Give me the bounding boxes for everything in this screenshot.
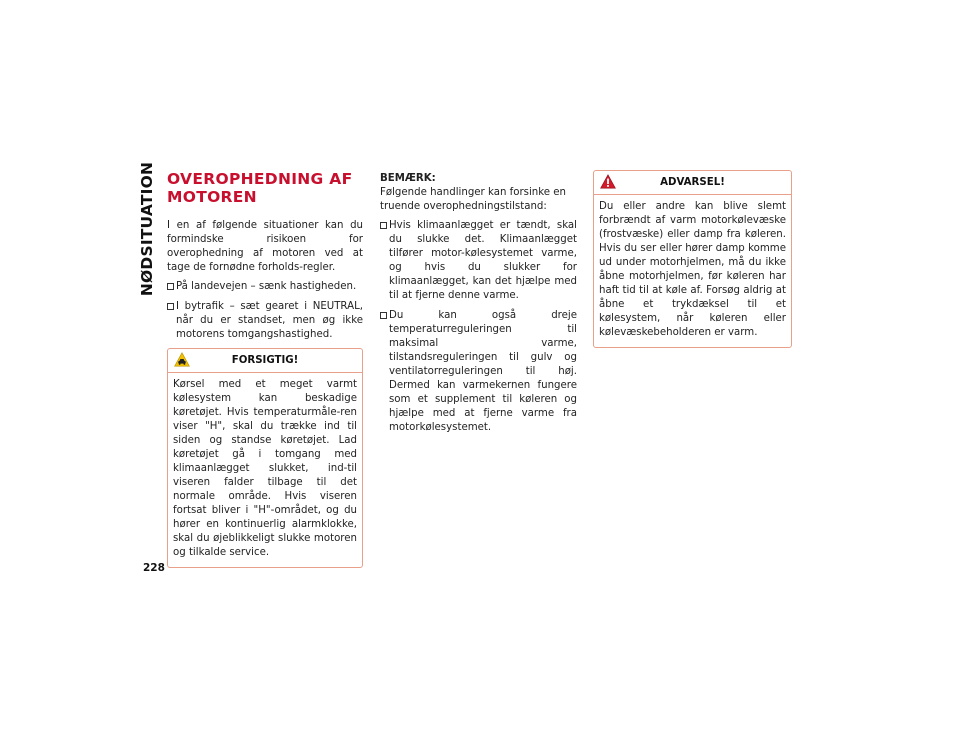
list-item bbox=[380, 309, 577, 435]
list-item bbox=[380, 219, 577, 303]
bullet-box-icon bbox=[167, 283, 174, 290]
list-item-text: I bytrafik – sæt gearet i NEUTRAL, når du er standset, men øg ikke motorens tomgangshastighed. bbox=[176, 301, 363, 340]
warning-title: ADVARSEL! bbox=[660, 177, 725, 188]
warning-header bbox=[594, 171, 791, 195]
warning-triangle-icon bbox=[600, 174, 616, 189]
caution-body: Kørsel med et meget varmt kølesystem kan beskadige køretøjet. Hvis temperaturmåle-ren viser "H", skal du trække ind til siden og standse køretøjet. Lad køretøjet gå i tomgang med klimaanlægget slukket, ind-til viseren falder tilbage til det normale område. Hvis viseren fortsat bliver i "H"-området, og du hører en kontinuerlig alarmklokke, skal du øjeblikkeligt slukke motoren og tilkalde service. bbox=[173, 379, 357, 558]
warning-box bbox=[593, 170, 792, 348]
list-item bbox=[167, 280, 363, 294]
note-intro: Følgende handlinger kan forsinke en truende overophedningstilstand: bbox=[380, 187, 567, 212]
page-heading: OVEROPHEDNING AF MOTOREN bbox=[167, 170, 353, 206]
bullet-box-icon bbox=[167, 303, 174, 310]
list-item-text: På landevejen – sænk hastigheden. bbox=[176, 281, 357, 292]
caution-header bbox=[168, 349, 362, 373]
right-bullet-list bbox=[380, 219, 577, 435]
caution-title: FORSIGTIG! bbox=[231, 355, 299, 366]
intro-paragraph: I en af følgende situationer kan du formindske risikoen for overophedning af motoren ved at tage de fornødne forholds-regler. bbox=[167, 220, 363, 273]
left-column bbox=[167, 170, 363, 568]
list-item bbox=[167, 300, 363, 342]
left-bullet-list bbox=[167, 280, 363, 342]
list-item-text: Du kan også dreje temperaturreguleringen til maksimal varme, tilstandsreguleringen til gulv og ventilatorreguleringen til høj. Dermed kan varmekernen fungere som et supplement til køleren og hjælpe med at fjerne varme fra motorkølesystemet. bbox=[389, 310, 577, 433]
note-label: BEMÆRK: bbox=[380, 173, 436, 184]
caution-box bbox=[167, 348, 363, 568]
section-title-text: NØDSITUATION bbox=[138, 161, 156, 297]
middle-column bbox=[380, 170, 577, 441]
caution-car-icon bbox=[174, 352, 190, 367]
bullet-box-icon bbox=[380, 312, 387, 319]
list-item-text: Hvis klimaanlægget er tændt, skal du slukke det. Klimaanlægget tilfører motor-kølesystemet varme, og hvis du slukker for klimaanlægget, kan det hjælpe med til at fjerne denne varme. bbox=[389, 220, 577, 301]
section-side-title bbox=[136, 161, 158, 297]
bullet-box-icon bbox=[380, 222, 387, 229]
page-number: 228 bbox=[143, 562, 165, 574]
right-column bbox=[593, 170, 792, 348]
warning-body: Du eller andre kan blive slemt forbrændt af varm motorkølevæske (frostvæske) eller damp fra køleren. Hvis du ser eller hører damp komme ud under motorhjelmen, må du ikke åbne motorhjelmen, før køleren har haft tid til at køle af. Forsøg aldrig at åbne et trykdæksel til et kølesystem, når køleren eller kølevæskebeholderen er varm. bbox=[599, 201, 786, 338]
